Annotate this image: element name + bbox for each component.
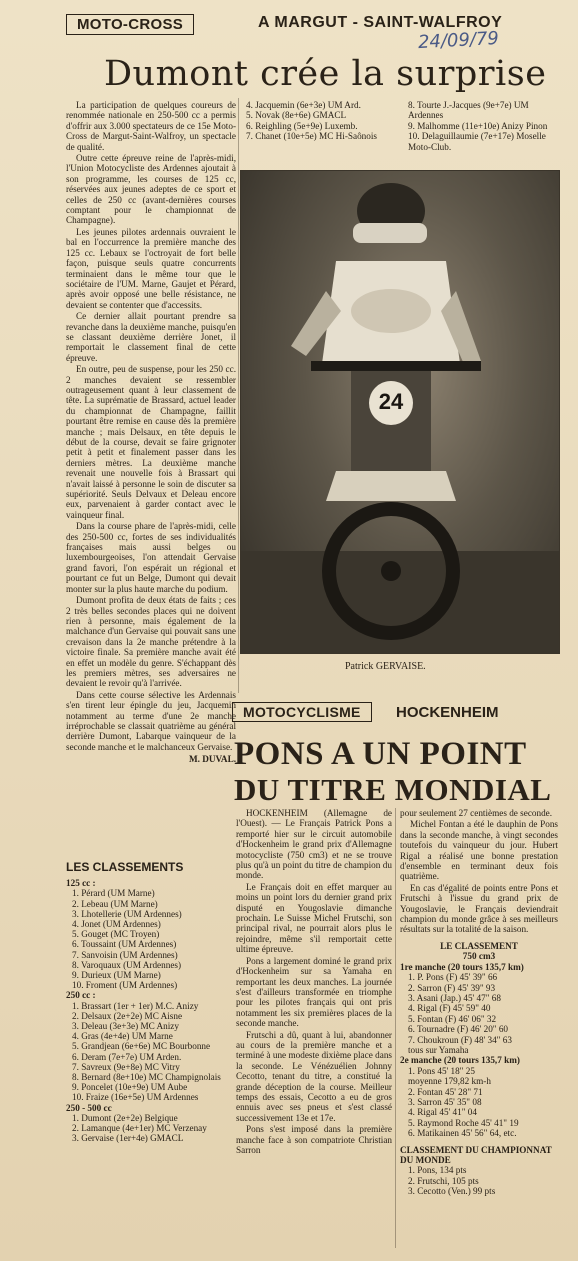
paragraph: Michel Fontan a été le dauphin de Pons dans la seconde manche, à vingt secondes toutefois du vainqueur du jour. Hubert Rigal a réalisé une bonne prestation d'ensemble en terminant deux fois quatrième. — [400, 819, 558, 882]
results-list-125 — [66, 888, 236, 990]
paragraph: En outre, peu de suspense, pour les 250 cc. 2 manches devaient se ressembler outrageusement quant à leur classement de tête. La suprématie de Brassard, actuel leader du championnat de Champagne, faillit pourtant être remise en cause dès la première manche ; mais Delsaux, en tête depuis le début de la course, devait se faire grignoter petit à petit et finalement passer dans les derniers mètres. La deuxième manche revenait une nouvelle fois à Brassart qui n'avait laissé à personne le soin de discuter sa supériorité. Seuls Delvaux et Deleau encore eux, parvenaient à garder contact avec le vainqueur final. — [66, 364, 236, 520]
list-item: 7. Savreux (9e+8e) MC Vitry — [72, 1061, 180, 1072]
author: M. DUVAL. — [188, 754, 236, 765]
results-block — [66, 862, 236, 1143]
paragraph: La participation de quelques coureurs de renommée nationale en 250-500 cc a permis d'offrir aux 3.000 spectateurs de ce 15e Moto-Cross de Margut-Saint-Walfroy, un spectacle de qualité. — [66, 100, 236, 152]
results-title: LES CLASSEMENTS — [66, 860, 184, 874]
results-list-500-cont — [246, 100, 406, 142]
results-continued-a — [246, 100, 406, 142]
list-item: moyenne 179,82 km-h — [408, 1076, 491, 1087]
list-item: 2. Delsaux (2e+2e) MC Aisne — [72, 1010, 183, 1021]
article2-col1 — [236, 808, 392, 1156]
list-item: 6. Tournadre (F) 46' 20" 60 — [408, 1024, 509, 1035]
list-item: 2. Lamanque (4e+1er) MC Verzenay — [72, 1123, 207, 1134]
list-item: 4. Rigal 45' 41" 04 — [408, 1107, 477, 1118]
results-continued-b — [408, 100, 563, 152]
list-item: 8. Tourte J.-Jacques (9e+7e) UM Ardennes — [408, 100, 529, 121]
photo-caption: Patrick GERVAISE. — [345, 661, 426, 672]
category-label: 125 cc : — [66, 878, 96, 889]
category-label: 250 cc : — [66, 990, 96, 1001]
list-item: 5. Fontan (F) 46' 06" 32 — [408, 1013, 497, 1024]
race-number: 24 — [378, 389, 404, 414]
championship-title: CLASSEMENT DU CHAMPIONNAT DU MONDE — [400, 1144, 552, 1165]
headline-2-line1: PONS A UN POINT — [234, 736, 527, 772]
list-item: 3. Cecotto (Ven.) 99 pts — [408, 1186, 496, 1197]
list-item: 9. Durieux (UM Marne) — [72, 970, 161, 981]
location-title-2: HOCKENHEIM — [396, 704, 499, 721]
paragraph: Dumont profita de deux états de faits ; ces 2 très belles secondes places qui ne doivent rien à personne, mais également de la malchance d'un Gervaise qui pouvait sans une crevaison dans la 2e manche prétendre à la victoire finale. Sa première manche avait été en effet un modèle du genre. S'échappant dès les premiers mètres, ses adversaires ne devaient le revoir qu'à l'arrivée. — [66, 595, 236, 689]
list-item: 4. Rigal (F) 45' 59" 40 — [408, 1003, 491, 1014]
manche2-results — [400, 1066, 558, 1139]
results-list-500-cont — [408, 100, 563, 152]
handwritten-date: 24/09/79 — [417, 27, 500, 54]
list-item: 10. Fraize (16e+5e) UM Ardennes — [72, 1092, 199, 1103]
list-item: 7. Chanet (10e+5e) MC Hi-Saônois — [246, 131, 377, 142]
list-item: 6. Reighling (5e+9e) Luxemb. — [246, 120, 358, 131]
paragraph: Frutschi a dû, quant à lui, abandonner au cours de la première manche et a terminé à une modeste dixième place dans la seconde. Le Vénézuélien Johnny Cecotto, tenant du titre, a constitué la grande déception de la course. Meilleur temps des essais, Cecotto a eu de gros ennuis avec ses pneus et s'est classé successivement 13e et 17e. — [236, 1029, 392, 1123]
list-item: 2. Lebeau (UM Marne) — [72, 898, 158, 909]
manche2-label: 2e manche (20 tours 135,7 km) — [400, 1055, 520, 1066]
headline-2-line2: DU TITRE MONDIAL — [234, 772, 552, 807]
list-item: 2. Fontan 45' 28" 71 — [408, 1086, 483, 1097]
list-item: 7. Choukroun (F) 48' 34" 63 — [408, 1034, 512, 1045]
list-item: 9. Poncelet (10e+9e) UM Aube — [72, 1082, 188, 1093]
list-item: 5. Novak (8e+6e) GMACL — [246, 110, 347, 121]
paragraph: pour seulement 27 centièmes de seconde. — [400, 808, 553, 818]
paragraph: Pons s'est imposé dans la première manche face à son compatriote Christian Sarron — [236, 1124, 392, 1155]
list-item: 10. Froment (UM Ardennes) — [72, 980, 178, 991]
category-label: 250 - 500 cc — [66, 1102, 112, 1113]
paragraph: Ce dernier allait pourtant prendre sa revanche dans la deuxième manche, puisqu'en se classant deuxième derrière Jonet, il remportait le classement final de cette épreuve. — [66, 311, 236, 363]
list-item: 4. Gras (4e+4e) UM Marne — [72, 1031, 173, 1042]
paragraph: HOCKENHEIM (Allemagne de l'Ouest). — Le Français Patrick Pons a remporté hier sur le circuit automobile d'Hockenheim le grand prix d'Allemagne motocycliste (750 cm3) et ne se trouve plus qu'à un point du titre de champion du monde. — [236, 808, 392, 881]
section-label-2: MOTOCYCLISME — [232, 702, 372, 722]
list-item: 1. Dumont (2e+2e) Belgique — [72, 1112, 178, 1123]
list-item: 1. Pons 45' 18" 25 — [408, 1065, 475, 1076]
list-item: 1. Brassart (1er + 1er) M.C. Anizy — [72, 1000, 199, 1011]
list-item: 10. Delaguillaumie (7e+17e) Moselle Moto-Club. — [408, 131, 546, 152]
championship-results — [400, 1165, 558, 1196]
rider-photo — [240, 170, 560, 654]
manche1-label: 1re manche (20 tours 135,7 km) — [400, 961, 524, 972]
results-list-500 — [66, 1113, 236, 1144]
list-item: 8. Varoquaux (UM Ardennes) — [72, 959, 182, 970]
article2-col2 — [400, 808, 558, 1197]
headline-2 — [234, 736, 564, 808]
column-divider — [395, 808, 396, 1248]
list-item: 6. Deram (7e+7e) UM Arden. — [72, 1051, 182, 1062]
list-item: 3. Lhotellerie (UM Ardennes) — [72, 908, 182, 919]
list-item: 2. Frutschi, 105 pts — [408, 1175, 479, 1186]
paragraph: Les jeunes pilotes ardennais ouvraient le bal en l'occurrence la première manche des 125 cc. Lebaux se l'octroyait de fort belle façon, puisque seuls quatre concurrents terminaient dans le même tour que le sociétaire de l'UM. Marne, Gaujet et Pérard, après avoir opposé une belle résistance, ne devaient se contenter que d'accessits. — [66, 226, 236, 310]
list-item: 4. Jacquemin (6e+3e) UM Ard. — [246, 100, 361, 110]
headline: Dumont crée la surprise — [104, 54, 547, 94]
column-divider — [238, 98, 239, 693]
list-item: 6. Matikainen 45' 56" 64, etc. — [408, 1128, 517, 1139]
location-title: A MARGUT - SAINT-WALFROY — [258, 14, 503, 31]
classement-sub: 750 cm3 — [462, 951, 496, 962]
list-item: 1. P. Pons (F) 45' 39" 66 — [408, 972, 498, 983]
paragraph: En cas d'égalité de points entre Pons et Frutschi à l'issue du grand prix de Yougoslavie, le Français deviendrait champion du monde grâce à ses meilleurs résultats sur la totalité de la saison. — [400, 882, 558, 935]
list-item: 5. Gouget (MC Troyen) — [72, 929, 160, 940]
list-item: 5. Grandjean (6e+6e) MC Bourbonne — [72, 1041, 211, 1052]
list-item: 6. Toussaint (UM Ardennes) — [72, 939, 177, 950]
list-item: 2. Sarron (F) 45' 39" 93 — [408, 982, 496, 993]
paragraph: Dans la course phare de l'après-midi, celle des 250-500 cc, fortes de ses individualités françaises mais aussi belges ou luxembourgeoises, l'on attendait Gervaise grand favori, l'on espérait un régional et pourtant ce fut un Belge, Dumont qui devait monter sur la plus haute marche du podium. — [66, 521, 236, 594]
list-item: 3. Deleau (3e+3e) MC Anizy — [72, 1021, 179, 1032]
list-item: 8. Bernard (8e+10e) MC Champignolais — [72, 1072, 221, 1083]
list-item: tous sur Yamaha — [408, 1044, 469, 1055]
list-item: 3. Gervaise (1er+4e) GMACL — [72, 1133, 184, 1144]
list-item: 9. Malhomme (11e+10e) Anizy Pinon — [408, 120, 548, 131]
list-item: 1. Pérard (UM Marne) — [72, 888, 155, 899]
paragraph: Pons a largement dominé le grand prix d'Hockenheim sur sa Yamaha en remportant les deux manches. La journée s'est d'ailleurs transformée en triomphe pour les pilotes français qui ont pris notamment les six premières places de la seconde manche. — [236, 955, 392, 1029]
list-item: 7. Sanvoisin (UM Ardennes) — [72, 949, 178, 960]
list-item: 4. Jonet (UM Ardennes) — [72, 919, 161, 930]
paragraph: Dans cette course sélective les Ardennais s'en tirent leur épingle du jeu, Jacquemin notamment au terme d'une 2e manche irréprochable se classait quatrième au général derrière Dumont, Labarque vainqueur de la seconde manche et le malchanceux Gervaise. — [66, 689, 236, 752]
paragraph: Outre cette épreuve reine de l'après-midi, l'Union Motocycliste des Ardennes ajoutait à son programme, les courses de 125 cc, réservées aux jeunes adeptes de ce sport et celles de 250 cc (avant-dernières courses comptant pour le championnat de Champagne). — [66, 153, 236, 226]
classement-title: LE CLASSEMENT — [440, 940, 518, 951]
list-item: 5. Raymond Roche 45' 41" 19 — [408, 1117, 519, 1128]
article1-body — [66, 100, 236, 765]
list-item: 3. Asani (Jap.) 45' 47" 68 — [408, 992, 501, 1003]
manche1-results — [400, 972, 558, 1055]
results-list-250 — [66, 1001, 236, 1103]
paragraph: Le Français doit en effet marquer au moins un point lors du dernier grand prix disputé en Yougoslavie dimanche prochain. Le Suisse Michel Frutschi, son principal rival, ne pourrait alors plus le rejoindre, même s'il remportait cette ultime épreuve. — [236, 881, 392, 955]
list-item: 3. Sarron 45' 35" 08 — [408, 1096, 482, 1107]
section-label: MOTO-CROSS — [66, 14, 194, 35]
list-item: 1. Pons, 134 pts — [408, 1165, 467, 1176]
